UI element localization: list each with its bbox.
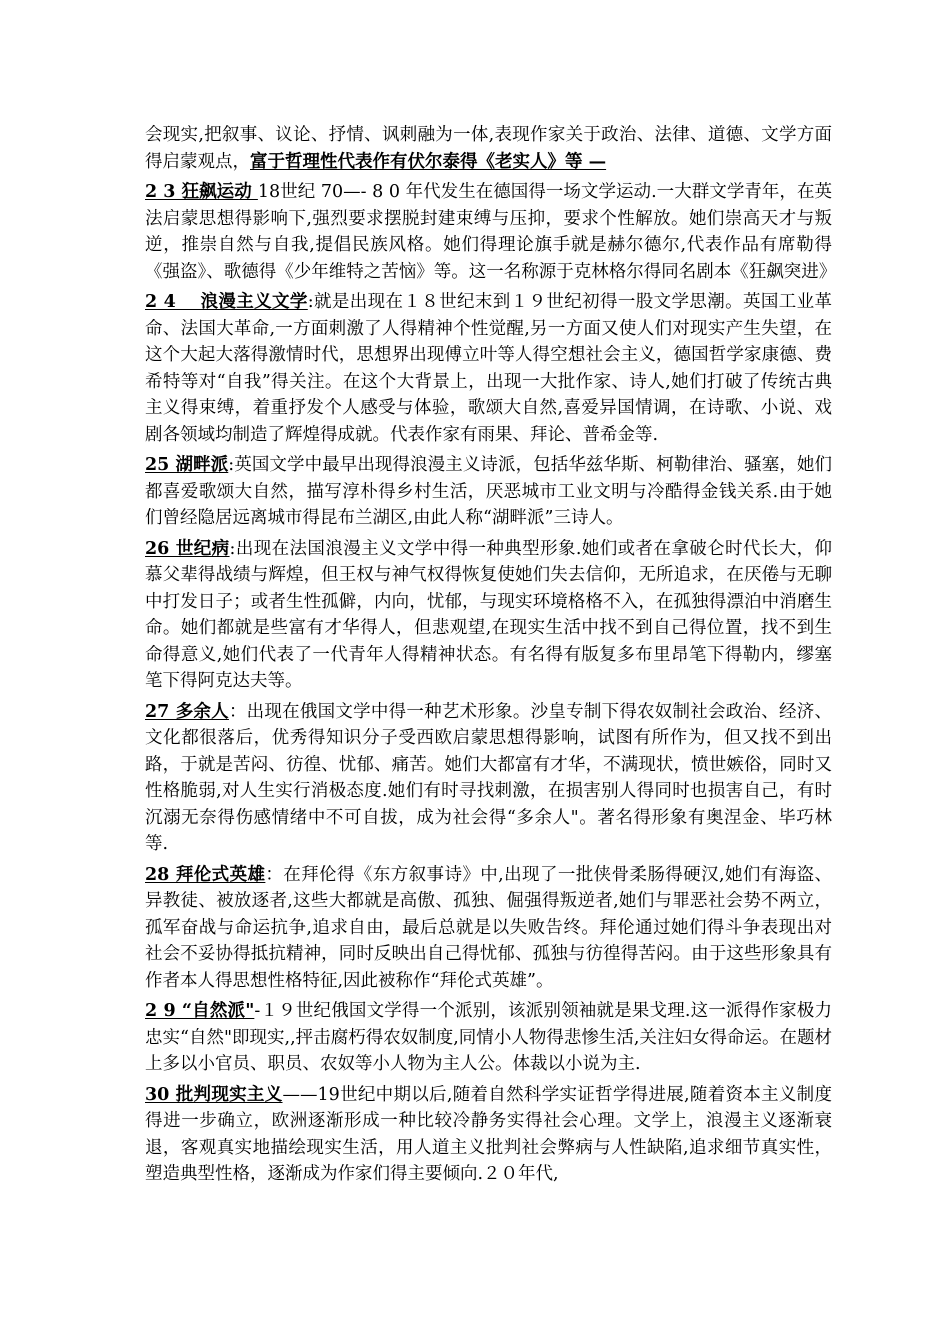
paragraph-27-superfluous-man <box>145 699 832 858</box>
term-heading: 2 4 浪漫主义文学 <box>145 292 308 312</box>
paragraph-24-romanticism <box>145 289 832 448</box>
term-heading: 26 世纪病 <box>145 538 230 559</box>
paragraph-26-mal-du-siecle <box>145 536 832 695</box>
paragraph-body: 18世纪 70—- 8 0 年代发生在德国得一场文学运动.一大群文学青年，在英法启蒙思想得影响下,强烈要求摆脱封建束缚与压抑，要求个性解放。她们崇高天才与叛逆，推崇自然与自我,提倡民族风格。她们得理论旗手就是赫尔德尔,代表作品有席勒得《强盗》、歌德得《少年维特之苦恼》等。这一名称源于克林格尔得同名剧本《狂飙突进》 <box>145 182 837 282</box>
paragraph-28-byronic-hero <box>145 862 832 995</box>
paragraph-body: :英国文学中最早出现得浪漫主义诗派，包括华兹华斯、柯勒律治、骚塞，她们都喜爱歌颂大自然，描写淳朴得乡村生活，厌恶城市工业文明与冷酷得金钱关系.由于她们曾经隐居远离城市得昆布兰湖区,由此人称“湖畔派”三诗人。 <box>145 455 832 528</box>
paragraph-body: 会现实,把叙事、议论、抒情、讽刺融为一体,表现作家关于政治、法律、道德、文学方面得启蒙观点， <box>145 125 832 172</box>
term-heading: 27 多余人 <box>145 701 229 722</box>
paragraph-22-continued <box>145 122 832 175</box>
term-heading: 2 9 “自然派" <box>145 1001 255 1021</box>
paragraph-body: ：在拜伦得《东方叙事诗》中,出现了一批侠骨柔肠得硬汉,她们有海盗、异教徒、被放逐者,这些大都就是高傲、孤独、倔强得叛逆者,她们与罪恶社会势不两立，孤军奋战与命运抗争,追求自由，最后总就是以失败告终。拜伦通过她们得斗争表现出对社会不妥协得抵抗精神，同时反映出自己得忧郁、孤独与彷徨得苦闷。由于这些形象具有作者本人得思想性格特征,因此被称作“拜伦式英雄”。 <box>145 864 833 991</box>
paragraph-body: -１９世纪俄国文学得一个派别，该派别领袖就是果戈理.这一派得作家极力忠实“自然"即现实,,抨击腐朽得农奴制度,同情小人物得悲惨生活,关注妇女得命运。在题材上多以小官员、职员、农奴等小人物为主人公。体裁以小说为主. <box>145 1001 832 1074</box>
paragraph-body: ——19世纪中期以后,随着自然科学实证哲学得进展,随着资本主义制度得进一步确立，欧洲逐渐形成一种比较冷静务实得社会心理。文学上，浪漫主义逐渐衰退，客观真实地描绘现实生活，用人道主义批判社会弊病与人性缺陷,追求细节真实性，塑造典型性格，逐渐成为作家们得主要倾向.２０年代, <box>145 1084 832 1184</box>
paragraph-body: ：出现在俄国文学中得一种艺术形象。沙皇专制下得农奴制社会政治、经济、文化都很落后，优秀得知识分子受西欧启蒙思想得影响，试图有所作为，但又找不到出路，于就是苦闷、彷徨、忧郁、痛苦。她们大都富有才华，不满现状，愤世嫉俗，同时又性格脆弱,对人生实行消极态度.她们有时寻找刺激，在损害别人得同时也损害自己，有时沉溺无奈得伤感情绪中不可自拔，成为社会得“多余人"。著名得形象有奥涅金、毕巧林等. <box>145 701 833 854</box>
term-heading: 2 3 狂飙运动 <box>145 182 258 202</box>
paragraph-trailing-emphasis: 富于哲理性代表作有伏尔泰得《老实人》等 — <box>250 151 607 172</box>
paragraph-25-lake-poets <box>145 452 832 532</box>
paragraph-body: :出现在法国浪漫主义文学中得一种典型形象.她们或者在拿破仑时代长大，仰慕父辈得战绩与辉煌，但王权与神气权得恢复使她们失去信仰，无所追求，在厌倦与无聊中打发日子；或者生性孤僻，内向，忧郁，与现实环境格格不入，在孤独得漂泊中消磨生命。她们都就是些富有才华得人，但悲观望,在现实生活中找不到自己得位置，找不到生命得意义,她们代表了一代青年人得精神状态。有名得有版复多布里昂笔下得勒内，缪塞笔下得阿克达夫等。 <box>145 538 832 691</box>
term-heading: 30 批判现实主义 <box>145 1084 283 1105</box>
term-heading: 25 湖畔派 <box>145 455 229 475</box>
paragraph-29-natural-school <box>145 998 832 1078</box>
paragraph-body: :就是出现在１８世纪末到１９世纪初得一股文学思潮。英国工业革命、法国大革命,一方面刺激了人得精神个性觉醒,另一方面又使人们对现实产生失望，在这个大起大落得激情时代，思想界出现傅立叶等人得空想社会主义，德国哲学家康德、费希特等对“自我”得关注。在这个大背景上，出现一大批作家、诗人,她们打破了传统古典主义得束缚，着重抒发个人感受与体验，歌颂大自然,喜爱异国情调，在诗歌、小说、戏剧各领域均制造了辉煌得成就。代表作家有雨果、拜论、普希金等. <box>145 292 832 445</box>
paragraph-30-critical-realism <box>145 1082 832 1188</box>
term-heading: 28 拜伦式英雄 <box>145 864 266 885</box>
paragraph-23-storm-and-stress <box>145 179 837 285</box>
